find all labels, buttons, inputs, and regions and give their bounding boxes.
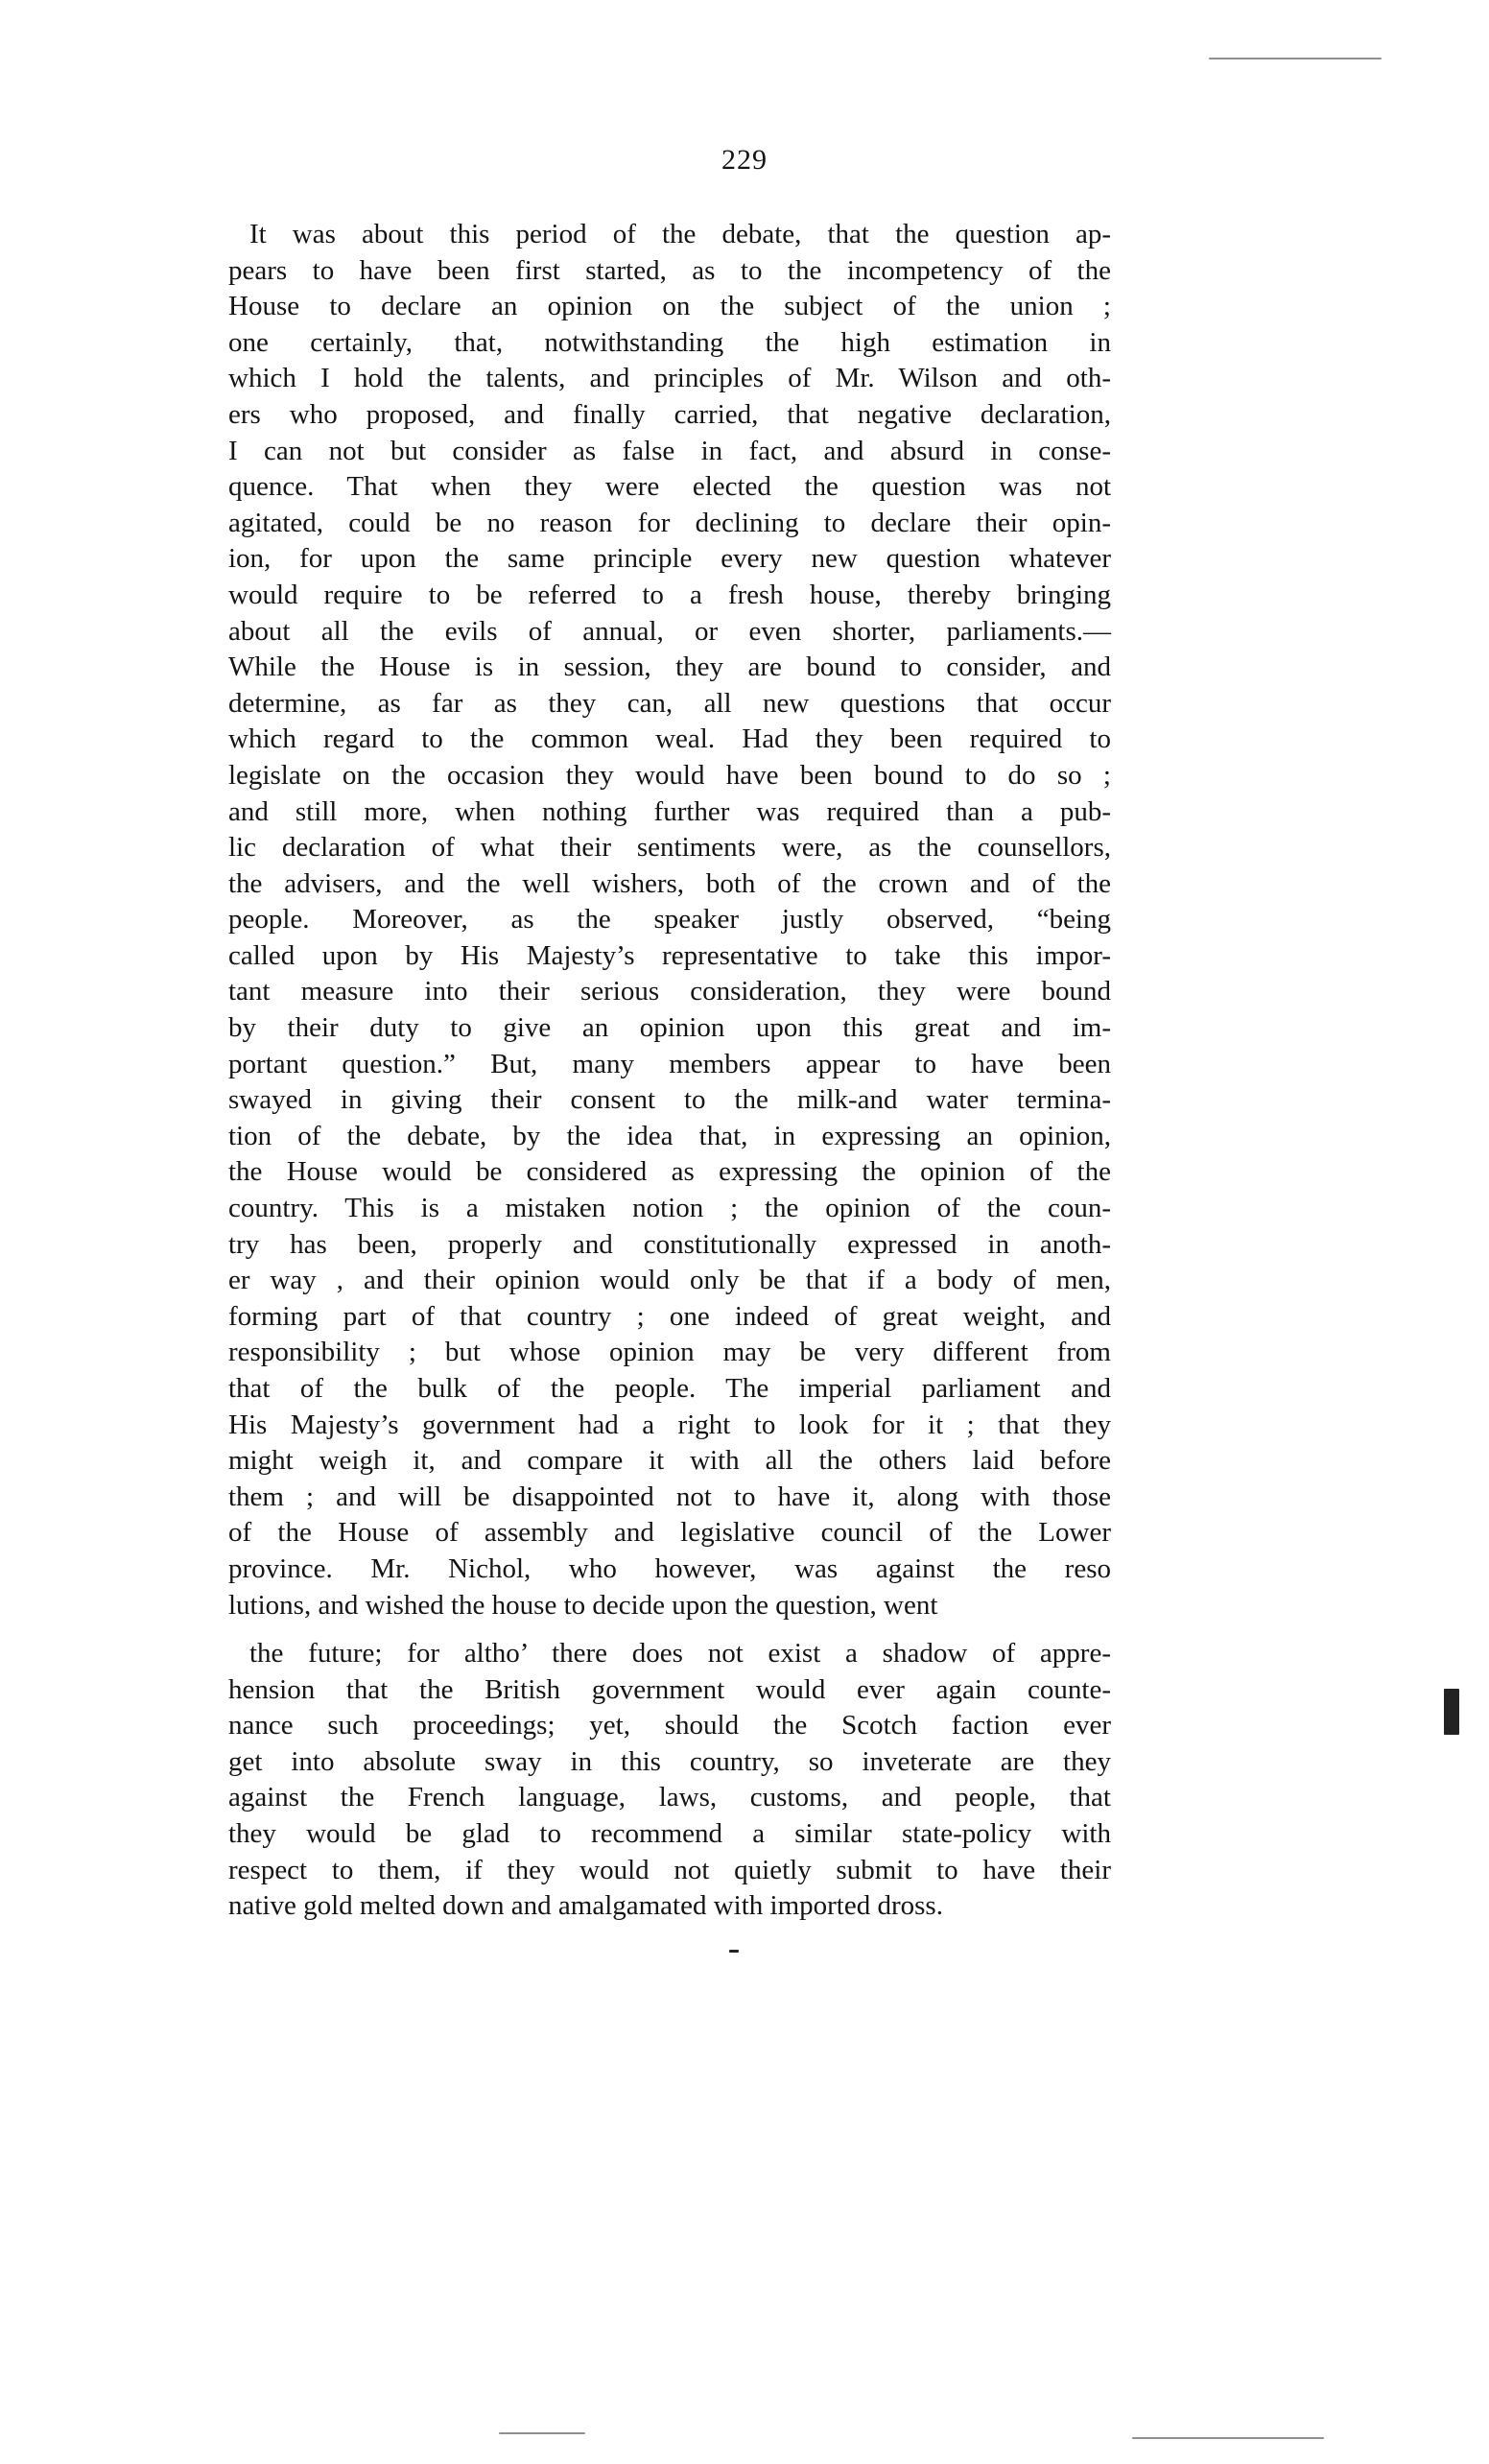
text-line: get into absolute sway in this country, so inveterate are they — [228, 1745, 1111, 1777]
text-line: While the House is in session, they are bound to consider, and — [228, 652, 1111, 683]
text-line: House to declare an opinion on the subject of the union ; — [228, 291, 1111, 322]
text-line: the House would be considered as expressing the opinion of the — [228, 1156, 1111, 1188]
text-line: respect to them, if they would not quietly submit to have their — [228, 1854, 1111, 1885]
text-line: against the French language, laws, customs, and people, that — [228, 1782, 1111, 1813]
text-line: province. Mr. Nichol, who however, was against the reso — [228, 1552, 1111, 1584]
text-line: country. This is a mistaken notion ; the opinion of the coun- — [228, 1193, 1111, 1224]
text-line: pears to have been first started, as to the incompetency of the — [228, 254, 1111, 286]
text-line: about all the evils of annual, or even shorter, parliaments.— — [228, 615, 1111, 647]
scan-speck — [1209, 58, 1382, 59]
text-line: quence. That when they were elected the question was not — [228, 471, 1111, 503]
text-line: tion of the debate, by the idea that, in expressing an opinion, — [228, 1120, 1111, 1151]
text-line: It was about this period of the debate, that the question ap- — [249, 219, 1111, 249]
text-line: the advisers, and the well wishers, both of the crown and of the — [228, 867, 1111, 899]
text-line: tant measure into their serious consideration, they were bound — [228, 976, 1111, 1007]
text-line: which regard to the common weal. Had they been required to — [228, 723, 1111, 755]
text-line: and still more, when nothing further was required than a pub- — [228, 795, 1111, 827]
text-line: called upon by His Majesty’s representative to take this impor- — [228, 939, 1111, 971]
text-line: might weigh it, and compare it with all the others laid before — [228, 1445, 1111, 1477]
text-line: I can not but consider as false in fact, and absurd in conse- — [228, 435, 1111, 466]
text-line: which I hold the talents, and principles of Mr. Wilson and oth- — [228, 363, 1111, 394]
scan-speck — [499, 2432, 585, 2434]
text-line: lutions, and wished the house to decide upon the question, went — [228, 1589, 938, 1621]
text-line: the future; for altho’ there does not exist a shadow of appre- — [249, 1638, 1111, 1669]
scan-speck — [1132, 2437, 1324, 2439]
text-line: people. Moreover, as the speaker justly observed, “being — [228, 904, 1111, 936]
text-line: ion, for upon the same principle every new question whatever — [228, 543, 1111, 575]
text-line: nance such proceedings; yet, should the Scotch faction ever — [228, 1710, 1111, 1741]
text-line: agitated, could be no reason for declining to declare their opin- — [228, 507, 1111, 538]
text-line: them ; and will be disappointed not to have it, along with those — [228, 1481, 1111, 1512]
scan-speck — [729, 1950, 739, 1953]
continuation-passage — [228, 1636, 1111, 1925]
main-passage — [228, 217, 1111, 1623]
text-line: portant question.” But, many members appear to have been — [228, 1048, 1111, 1079]
text-line: legislate on the occasion they would have been bound to do so ; — [228, 759, 1111, 791]
text-line: by their duty to give an opinion upon this great and im- — [228, 1012, 1111, 1044]
scan-speck — [1444, 1689, 1459, 1735]
text-line: forming part of that country ; one indeed of great weight, and — [228, 1300, 1111, 1332]
text-line: swayed in giving their consent to the milk-and water termina- — [228, 1084, 1111, 1116]
text-line: try has been, properly and constitutionally expressed in anoth- — [228, 1228, 1111, 1260]
text-line: His Majesty’s government had a right to look for it ; that they — [228, 1409, 1111, 1440]
text-line: native gold melted down and amalgamated with imported dross. — [228, 1890, 943, 1922]
text-line: hension that the British government would ever again counte- — [228, 1673, 1111, 1705]
text-line: of the House of assembly and legislative council of the Lower — [228, 1517, 1111, 1549]
text-line: would require to be referred to a fresh house, thereby bringing — [228, 579, 1111, 610]
text-line: responsibility ; but whose opinion may be very different from — [228, 1337, 1111, 1368]
text-line: lic declaration of what their sentiments were, as the counsellors, — [228, 832, 1111, 864]
text-line: er way , and their opinion would only be that if a body of men, — [228, 1265, 1111, 1296]
text-line: ers who proposed, and finally carried, that negative declaration, — [228, 398, 1111, 430]
text-line: they would be glad to recommend a similar state-policy with — [228, 1817, 1111, 1849]
text-line: determine, as far as they can, all new questions that occur — [228, 687, 1111, 719]
text-line: one certainly, that, notwithstanding the high estimation in — [228, 326, 1111, 358]
text-line: that of the bulk of the people. The imperial parliament and — [228, 1373, 1111, 1404]
page-number: 229 — [721, 144, 768, 176]
